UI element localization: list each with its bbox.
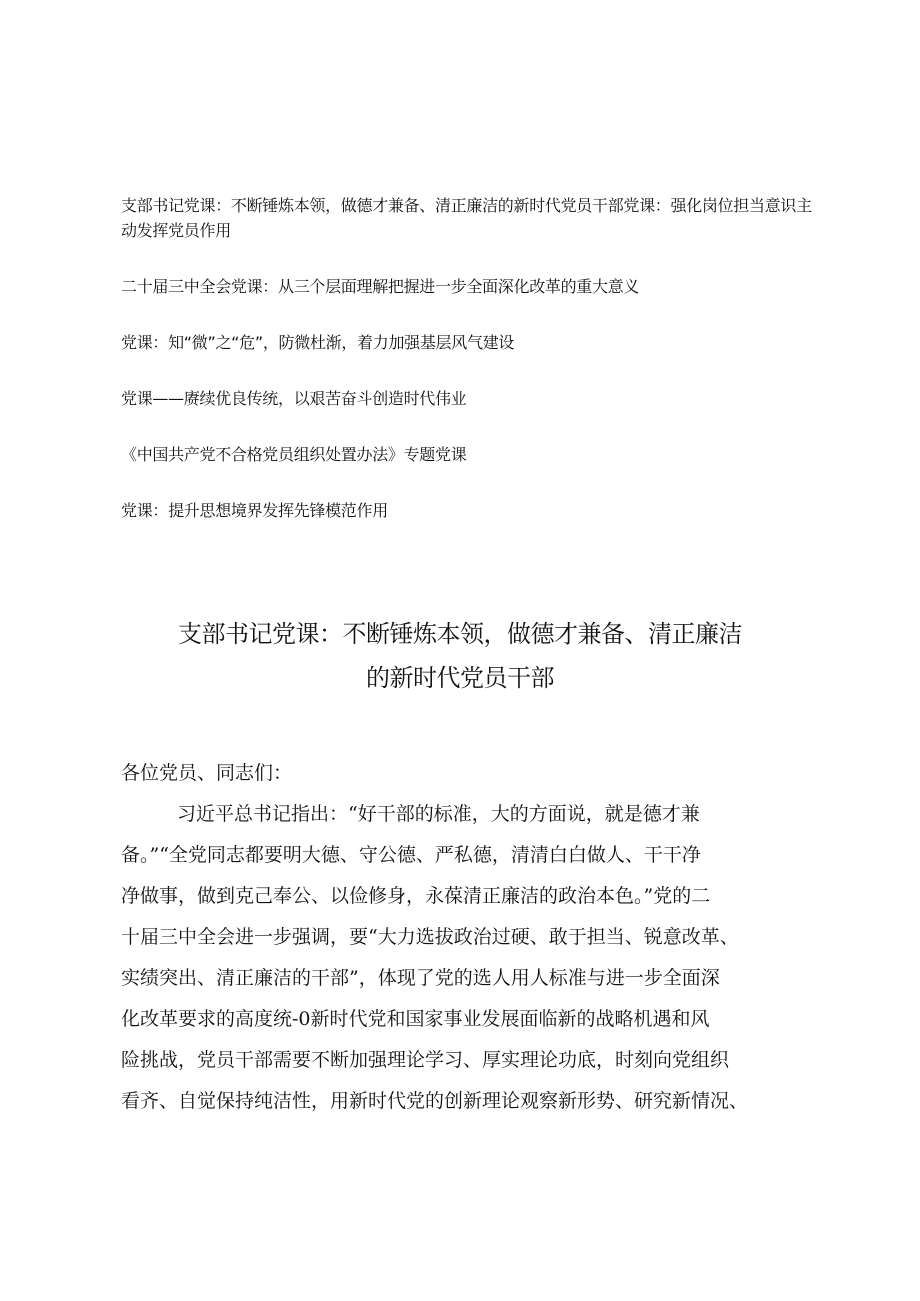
toc-list <box>121 193 821 554</box>
body-line: 实绩突出、清正廉洁的干部”，体现了党的选人用人标准与进一步全面深 <box>121 967 720 989</box>
toc-item[interactable]: 党课：提升思想境界发挥先锋模范作用 <box>121 501 388 520</box>
toc-item[interactable]: 二十届三中全会党课：从三个层面理解把握进一步全面深化改革的重大意义 <box>121 277 640 296</box>
article-title <box>100 612 820 700</box>
toc-item[interactable]: 党课——赓续优良传统，以艰苦奋斗创造时代伟业 <box>121 389 467 408</box>
body-line: 净做事，做到克己奉公、以俭修身，永葆清正廉洁的政治本色。”党的二 <box>121 885 711 907</box>
article-title-line: 支部书记党课：不断锤炼本领，做德才兼备、清正廉洁 <box>178 620 742 648</box>
body-line: 看齐、自觉保持纯洁性，用新时代党的创新理论观察新形势、研究新情况、 <box>121 1090 749 1112</box>
body-line: 备。”“全党同志都要明大德、守公德、严私德，清清白白做人、干干净 <box>121 844 701 866</box>
article-body <box>121 753 821 1122</box>
body-line: 险挑战，党员干部需要不断加强理论学习、厚实理论功底，时刻向党组织 <box>121 1049 730 1071</box>
article-title-line: 的新时代党员干部 <box>366 664 554 692</box>
salutation: 各位党员、同志们： <box>121 762 293 784</box>
toc-item[interactable]: 《中国共产党不合格党员组织处置办法》专题党课 <box>121 445 467 464</box>
toc-item[interactable]: 支部书记党课：不断锤炼本领，做德才兼备、清正廉洁的新时代党员干部党课：强化岗位担当意识主动发挥党员作用 <box>121 196 812 240</box>
body-line: 化改革要求的高度统-0新时代党和国家事业发展面临新的战略机遇和风 <box>121 1008 710 1030</box>
body-line: 习近平总书记指出：“好干部的标准，大的方面说，就是德才兼 <box>177 803 700 825</box>
body-line: 十届三中全会进一步强调，要“大力选拔政治过硬、敢于担当、锐意改革、 <box>121 926 739 948</box>
toc-item[interactable]: 党课：知“微”之“危”，防微杜渐，着力加强基层风气建设 <box>121 333 515 352</box>
